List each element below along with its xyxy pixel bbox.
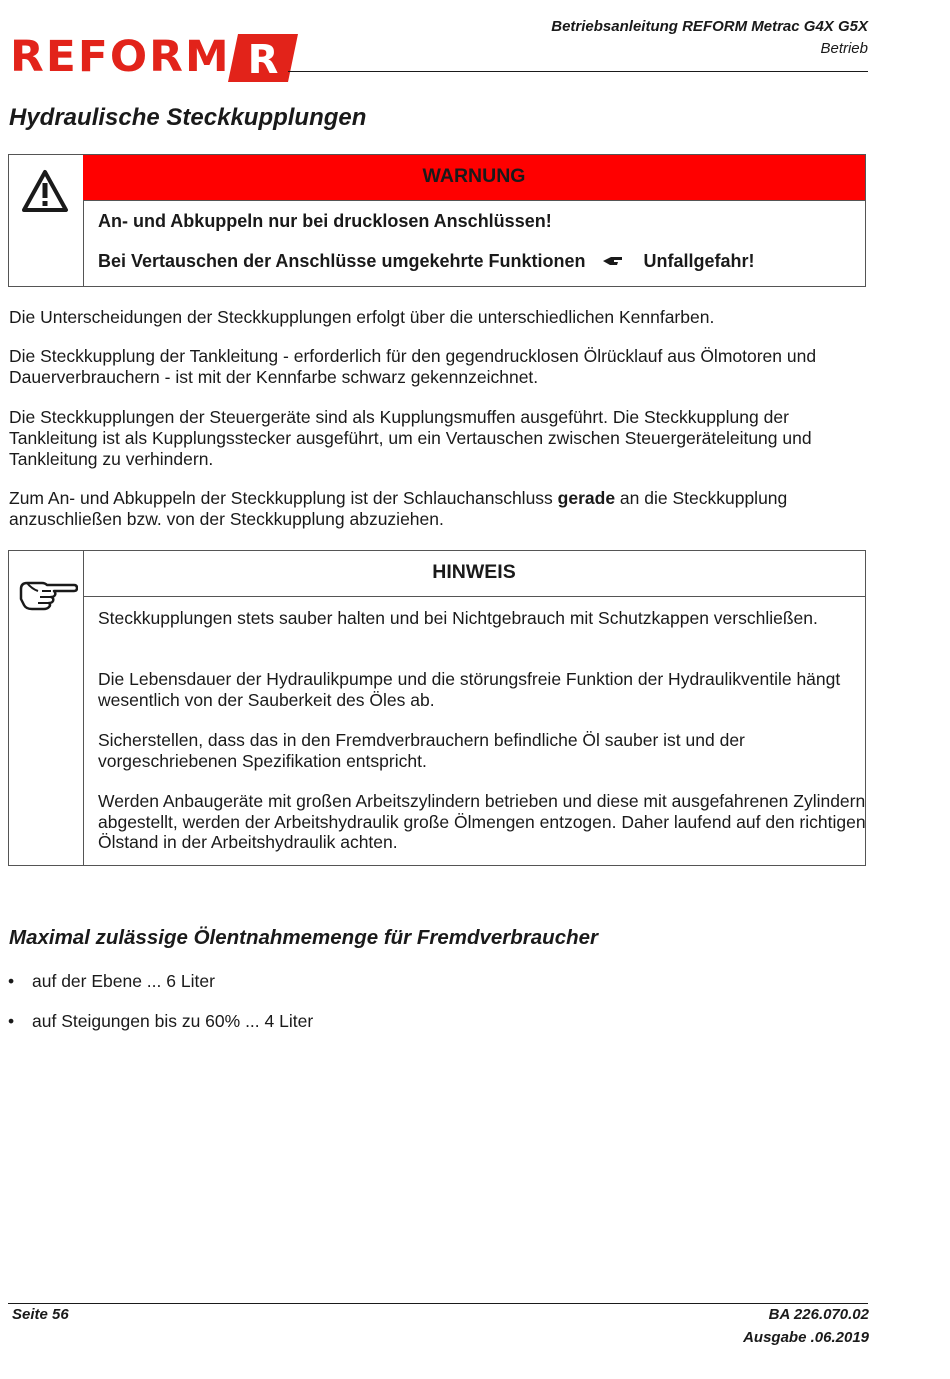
note-item: Sicherstellen, dass das in den Fremdverbrauchern befindliche Öl sauber ist und der vorgeschriebenen Spezifikation entspricht. [98,730,745,771]
logo-wordmark: REFORM [10,32,231,82]
note-item: Werden Anbaugeräte mit großen Arbeitszylindern betrieben und diese mit ausgefahrenen Zylindern abgestellt, werden der Arbeitshydraulik große Ölmengen entzogen. Daher laufend auf den richtigen Ölstand in der Arbeitshydraulik achten. [98,791,866,852]
para4-after: an die Steckkupplung anzuschließen bzw. von der Steckkupplung abzuziehen. [9,488,788,529]
warning-line-2-text: Bei Vertauschen der Anschlüsse umgekehrte Funktionen [98,251,586,271]
note-title: HINWEIS [83,551,865,597]
warning-box [8,154,866,287]
document-number: BA 226.070.02 [768,1306,869,1323]
header-divider [288,71,868,72]
manual-title: Betriebsanleitung REFORM Metrac G4X G5X [551,18,868,35]
logo-r-letter: R [247,37,279,82]
paragraph-tankleitung: Die Steckkupplung der Tankleitung - erforderlich für den gegendrucklosen Ölrücklauf aus Ölmotoren und Dauerverbrauchern - ist mit der Kennfarbe schwarz gekennzeichnet. [9,346,817,387]
chapter-name: Betrieb [820,40,868,57]
warning-triangle-icon [21,169,69,213]
paragraph-ankuppeln [9,488,869,530]
pointing-hand-arrow-icon [602,254,624,268]
pointing-hand-icon [18,579,78,613]
list-item-text: auf Steigungen bis zu 60% ... 4 Liter [32,1011,314,1031]
para4-bold: gerade [557,488,616,508]
logo-r-badge [228,34,298,82]
warning-icon-cell [9,155,84,286]
list-item-text: auf der Ebene ... 6 Liter [32,971,215,991]
note-icon-cell [9,551,84,865]
page-title: Hydraulische Steckkupplungen [9,104,367,131]
note-item: Die Lebensdauer der Hydraulikpumpe und die störungsfreie Funktion der Hydraulikventile hängt wesentlich von der Sauberkeit des Öles ab. [98,669,841,710]
list-item: • auf der Ebene ... 6 Liter [8,971,215,991]
reform-logo [10,34,288,84]
note-box [8,550,866,866]
page-number: Seite 56 [12,1306,69,1323]
subsection-title: Maximal zulässige Ölentnahmemenge für Fremdverbraucher [9,926,598,949]
paragraph-steuergeraete: Die Steckkupplungen der Steuergeräte sind als Kupplungsmuffen ausgeführt. Die Steckkupplung der Tankleitung ist als Kupplungsstecker ausgeführt, um ein Vertauschen zwischen Steuergeräteleitung und Tankleitung zu verhindern. [9,407,812,469]
footer-divider [8,1303,868,1304]
note-item: Steckkupplungen stets sauber halten und bei Nichtgebrauch mit Schutzkappen verschließen. [98,608,818,628]
para4-before: Zum An- und Abkuppeln der Steckkupplung ist der Schlauchanschluss [9,488,558,508]
list-item: • auf Steigungen bis zu 60% ... 4 Liter [8,1011,314,1031]
paragraph-kennfarben: Die Unterscheidungen der Steckkupplungen erfolgt über die unterschiedlichen Kennfarben. [9,307,715,327]
warning-line-2 [98,251,755,272]
edition: Ausgabe .06.2019 [743,1329,869,1346]
warning-line-1: An- und Abkuppeln nur bei drucklosen Anschlüssen! [98,211,552,231]
warning-title: WARNUNG [83,155,865,201]
warning-line-2-result: Unfallgefahr! [643,251,755,271]
